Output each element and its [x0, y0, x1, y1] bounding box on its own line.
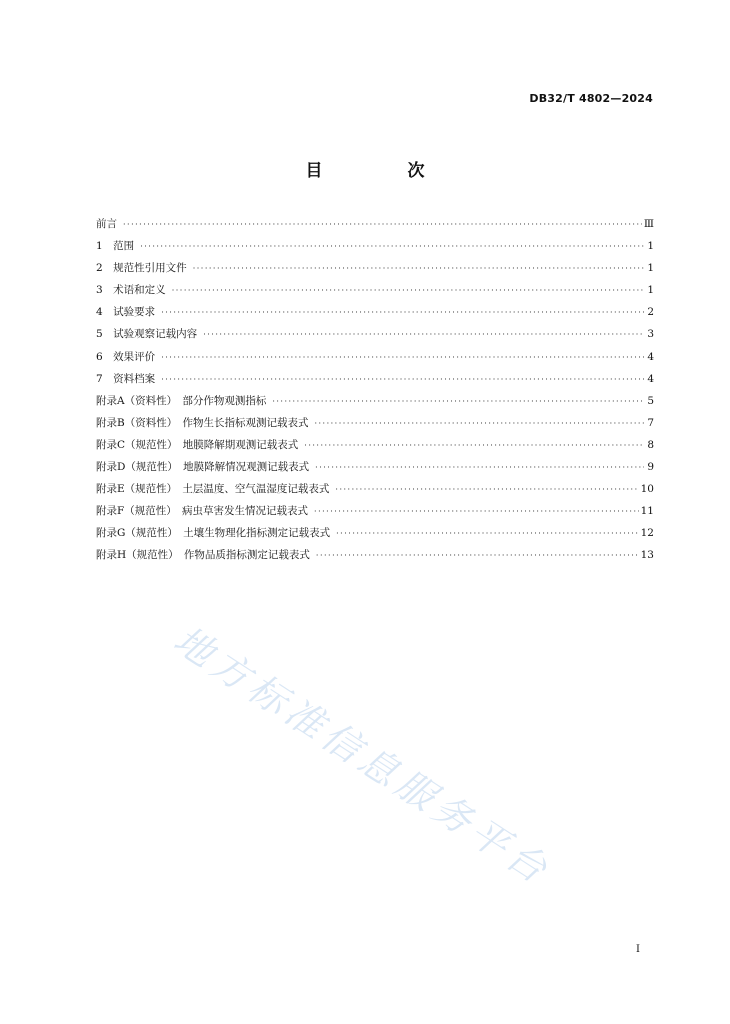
toc-entry-page: Ⅲ	[643, 218, 654, 230]
toc-entry-foreword[interactable]	[96, 213, 654, 235]
toc-entry-page: 1	[647, 240, 654, 253]
page-title: 目 次	[305, 161, 459, 181]
toc-entry-appendix-d[interactable]	[96, 456, 654, 478]
toc-entry-page: 1	[647, 262, 654, 275]
toc-leader-dots	[172, 280, 644, 302]
toc-leader-dots	[123, 214, 642, 236]
toc-leader-dots	[272, 391, 644, 413]
toc-entry-page: 7	[647, 416, 654, 429]
toc-entry-evaluation[interactable]	[96, 346, 654, 368]
toc-leader-dots	[316, 545, 639, 567]
toc-leader-dots	[335, 479, 638, 501]
toc-entry-appendix-g[interactable]	[96, 522, 654, 544]
watermark: 地方标准信息服务平台	[166, 617, 560, 895]
toc-entry-page: 11	[640, 505, 654, 518]
toc-leader-dots	[161, 347, 644, 369]
toc-entry-appendix-c[interactable]	[96, 434, 654, 456]
toc-leader-dots	[315, 457, 644, 479]
toc-entry-scope[interactable]	[96, 235, 654, 257]
toc-entry-appendix-b[interactable]	[96, 412, 654, 434]
toc-entry-label: 附录A（资料性） 部分作物观测指标	[96, 394, 267, 407]
toc-leader-dots	[304, 435, 644, 457]
toc-entry-normative-references[interactable]	[96, 257, 654, 279]
document-code: DB32/T 4802—2024	[529, 92, 653, 105]
toc-entry-appendix-h[interactable]	[96, 544, 654, 566]
toc-entry-terms[interactable]	[96, 279, 654, 301]
toc-entry-label: 附录C（规范性） 地膜降解期观测记载表式	[96, 438, 299, 451]
toc-entry-appendix-e[interactable]	[96, 478, 654, 500]
toc-entry-page: 1	[647, 284, 654, 297]
toc-entry-archives[interactable]	[96, 368, 654, 390]
toc-entry-label: 附录D（规范性） 地膜降解情况观测记载表式	[96, 461, 310, 474]
toc-entry-label: 7 资料档案	[96, 372, 156, 385]
toc-leader-dots	[161, 369, 644, 391]
toc-entry-appendix-a[interactable]	[96, 390, 654, 412]
toc-leader-dots	[161, 302, 644, 324]
toc-entry-label: 2 规范性引用文件	[96, 262, 187, 275]
toc-leader-dots	[193, 258, 644, 280]
toc-entry-page: 9	[647, 461, 654, 474]
toc-entry-label: 附录E（规范性） 土层温度、空气温湿度记载表式	[96, 483, 330, 496]
toc-entry-label: 附录G（规范性） 土壤生物理化指标测定记载表式	[96, 527, 331, 540]
page-number: I	[636, 944, 640, 955]
toc-entry-page: 3	[647, 328, 654, 341]
toc-entry-label: 4 试验要求	[96, 306, 156, 319]
toc-leader-dots	[314, 413, 644, 435]
toc-entry-page: 4	[647, 350, 654, 363]
toc-entry-page: 8	[647, 438, 654, 451]
toc-entry-label: 附录B（资料性） 作物生长指标观测记载表式	[96, 416, 309, 429]
toc-entry-label: 6 效果评价	[96, 350, 156, 363]
toc-entry-observation-content[interactable]	[96, 323, 654, 345]
toc-entry-appendix-f[interactable]	[96, 500, 654, 522]
table-of-contents	[96, 213, 654, 567]
toc-entry-label: 前言	[96, 218, 117, 230]
toc-entry-page: 4	[647, 372, 654, 385]
toc-entry-label: 1 范围	[96, 240, 135, 253]
toc-entry-page: 10	[640, 483, 654, 496]
toc-entry-page: 13	[640, 549, 654, 562]
toc-entry-label: 附录H（规范性） 作物品质指标测定记载表式	[96, 549, 310, 562]
toc-entry-label: 3 术语和定义	[96, 284, 166, 297]
toc-leader-dots	[314, 501, 639, 523]
toc-entry-page: 2	[647, 306, 654, 319]
toc-entry-page: 5	[647, 394, 654, 407]
toc-leader-dots	[140, 236, 644, 258]
toc-leader-dots	[203, 324, 644, 346]
toc-entry-label: 5 试验观察记载内容	[96, 328, 198, 341]
toc-entry-label: 附录F（规范性） 病虫草害发生情况记载表式	[96, 505, 309, 518]
toc-leader-dots	[336, 523, 638, 545]
toc-entry-page: 12	[640, 527, 654, 540]
toc-entry-test-requirements[interactable]	[96, 301, 654, 323]
